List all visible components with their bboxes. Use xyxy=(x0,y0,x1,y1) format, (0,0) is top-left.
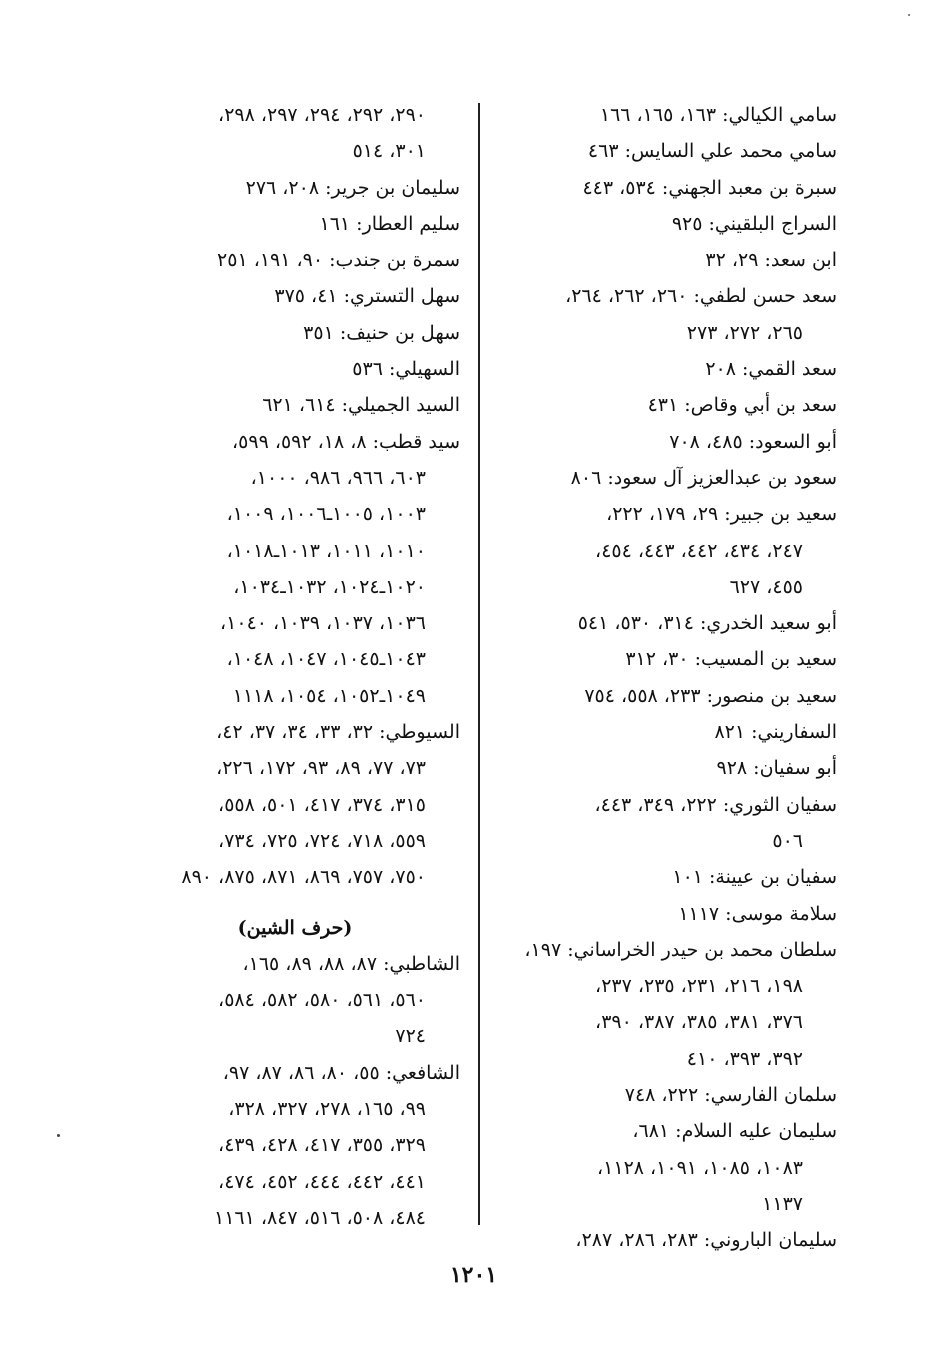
index-entry: سلمان الفارسي: ٢٢٢، ٧٤٨ xyxy=(624,1084,837,1107)
index-entry: سعد بن أبي وقاص: ٤٣١ xyxy=(647,394,837,417)
index-entry: سليم العطار: ١٦١ xyxy=(319,212,460,235)
index-entry: سعد القمي: ٢٠٨ xyxy=(705,358,837,381)
index-entry-continuation: ١٠٣٦، ١٠٣٧، ١٠٣٩، ١٠٤٠، xyxy=(220,612,426,635)
index-entry: سامي محمد علي السايس: ٤٦٣ xyxy=(587,140,837,163)
index-entry-continuation: ١٠٨٣، ١٠٨٥، ١٠٩١، ١١٢٨، xyxy=(597,1156,803,1179)
index-entry-continuation: ١٠٤٩ـ١٠٥٢، ١٠٥٤، ١١١٨ xyxy=(232,684,426,707)
index-entry-continuation: ٢٤٧، ٤٣٤، ٤٤٢، ٤٤٣، ٤٥٤، xyxy=(595,539,803,562)
column-divider xyxy=(478,103,480,1225)
index-entry: السيوطي: ٣٢، ٣٣، ٣٤، ٣٧، ٤٢، xyxy=(216,721,460,744)
index-entry-continuation: ٢٩٠، ٢٩٢، ٢٩٤، ٢٩٧، ٢٩٨، xyxy=(218,104,426,126)
index-entry: سليمان عليه السلام: ٦٨١، xyxy=(632,1120,837,1143)
section-heading: (حرف الشين) xyxy=(237,916,353,939)
index-entry-continuation: ٣٩٢، ٣٩٣، ٤١٠ xyxy=(686,1047,803,1070)
index-entry-continuation: ٤٨٤، ٥٠٨، ٥١٦، ٨٤٧، ١١٦١ xyxy=(213,1206,426,1229)
index-entry: أبو سفيان: ٩٢٨ xyxy=(716,757,837,780)
index-entry-continuation: ٥٥٩، ٧١٨، ٧٢٤، ٧٢٥، ٧٣٤، xyxy=(218,829,426,852)
index-entry: سامي الكيالي: ١٦٣، ١٦٥، ١٦٦ xyxy=(599,104,837,126)
scan-speck xyxy=(57,1134,60,1137)
page-number: ١٢٠١ xyxy=(449,1262,498,1288)
index-entry-continuation: ٣٢٩، ٣٥٥، ٤١٧، ٤٢٨، ٤٣٩، xyxy=(218,1134,426,1157)
index-entry-continuation: ٣٧٦، ٣٨١، ٣٨٥، ٣٨٧، ٣٩٠، xyxy=(595,1011,803,1034)
index-entry: ابن سعد: ٢٩، ٣٢ xyxy=(705,249,837,272)
index-entry: سليمان الباروني: ٢٨٣، ٢٨٦، ٢٨٧، xyxy=(575,1229,837,1252)
index-entry: سعد حسن لطفي: ٢٦٠، ٢٦٢، ٢٦٤، xyxy=(565,285,837,308)
index-entry: السهيلي: ٥٣٦ xyxy=(352,358,460,381)
index-entry: أبو السعود: ٤٨٥، ٧٠٨ xyxy=(669,430,837,453)
left-column xyxy=(130,97,460,1236)
index-entry-continuation: ٣٠١، ٥١٤ xyxy=(352,140,426,163)
index-entry: سلامة موسى: ١١١٧ xyxy=(678,902,837,925)
index-entry: الشافعي: ٥٥، ٨٠، ٨٦، ٨٧، ٩٧، xyxy=(222,1061,460,1084)
index-entry: أبو سعيد الخدري: ٣١٤، ٥٣٠، ٥٤١ xyxy=(577,612,837,635)
index-entry: سهل بن حنيف: ٣٥١ xyxy=(303,321,460,344)
index-entry: السيد الجميلي: ٦١٤، ٦٢١ xyxy=(262,394,460,417)
index-entry: سعيد بن جبير: ٢٩، ١٧٩، ٢٢٢، xyxy=(606,503,837,526)
index-entry: الشاطبي: ٨٧، ٨٨، ٨٩، ١٦٥، xyxy=(242,952,460,975)
index-entry: سفيان بن عيينة: ١٠١ xyxy=(672,866,837,889)
index-entry-continuation: ٤٥٥، ٦٢٧ xyxy=(729,575,803,598)
index-entry: سعيد بن منصور: ٢٣٣، ٥٥٨، ٧٥٤ xyxy=(584,684,837,707)
index-entry: سفيان الثوري: ٢٢٢، ٣٤٩، ٤٤٣، xyxy=(594,793,837,816)
index-entry-continuation: ٢٦٥، ٢٧٢، ٢٧٣ xyxy=(686,321,803,344)
index-entry-continuation: ٣١٥، ٣٧٤، ٤١٧، ٥٠١، ٥٥٨، xyxy=(218,793,426,816)
index-entry: السراج البلقيني: ٩٢٥ xyxy=(671,212,837,235)
index-entry: سيد قطب: ٨، ١٨، ٥٩٢، ٥٩٩، xyxy=(232,430,460,453)
index-entry-continuation: ٥٠٦ xyxy=(772,829,803,852)
index-entry: سليمان بن جرير: ٢٠٨، ٢٧٦ xyxy=(245,176,460,199)
index-entry: سهل التستري: ٤١، ٣٧٥ xyxy=(274,285,460,308)
index-entry: سبرة بن معبد الجهني: ٥٣٤، ٤٤٣ xyxy=(582,176,837,199)
index-entry-continuation: ٩٩، ١٦٥، ٢٧٨، ٣٢٧، ٣٢٨، xyxy=(228,1098,426,1121)
index-entry-continuation: ١٠٤٣ـ١٠٤٥، ١٠٤٧، ١٠٤٨، xyxy=(226,648,426,671)
index-entry-continuation: ٧٥٠، ٧٥٧، ٨٦٩، ٨٧١، ٨٧٥، ٨٩٠ xyxy=(181,866,426,889)
index-entry-continuation: ١٠١٠، ١٠١١، ١٠١٣ـ١٠١٨، xyxy=(226,539,426,562)
section-spacer xyxy=(130,896,460,910)
index-entry: سعيد بن المسيب: ٣٠، ٣١٢ xyxy=(625,648,837,671)
index-entry: السفاريني: ٨٢١ xyxy=(714,721,837,744)
index-entry-continuation: ١٠٢٠ـ١٠٢٤، ١٠٣٢ـ١٠٣٤، xyxy=(233,575,426,598)
index-entry-continuation: ١١٣٧ xyxy=(762,1192,803,1215)
index-entry: سمرة بن جندب: ٩٠، ١٩١، ٢٥١ xyxy=(217,249,460,272)
index-entry-continuation: ١٠٠٣، ١٠٠٥ـ١٠٠٦، ١٠٠٩، xyxy=(226,503,426,526)
index-entry: سعود بن عبدالعزيز آل سعود: ٨٠٦ xyxy=(570,466,837,489)
right-column xyxy=(485,97,837,1259)
index-entry-continuation: ٤٤١، ٤٤٢، ٤٤٤، ٤٥٢، ٤٧٤، xyxy=(218,1170,426,1193)
corner-mark xyxy=(908,14,910,16)
index-entry-continuation: ٦٠٣، ٩٦٦، ٩٨٦، ١٠٠٠، xyxy=(250,466,426,489)
index-entry-continuation: ٥٦٠، ٥٦١، ٥٨٠، ٥٨٢، ٥٨٤، xyxy=(218,989,426,1012)
index-entry: سلطان محمد بن حيدر الخراساني: ١٩٧، xyxy=(524,938,837,961)
index-entry-continuation: ٧٣، ٧٧، ٨٩، ٩٣، ١٧٢، ٢٢٦، xyxy=(216,757,426,780)
index-entry-continuation: ١٩٨، ٢١٦، ٢٣١، ٢٣٥، ٢٣٧، xyxy=(595,975,803,998)
index-entry-continuation: ٧٢٤ xyxy=(395,1025,426,1048)
